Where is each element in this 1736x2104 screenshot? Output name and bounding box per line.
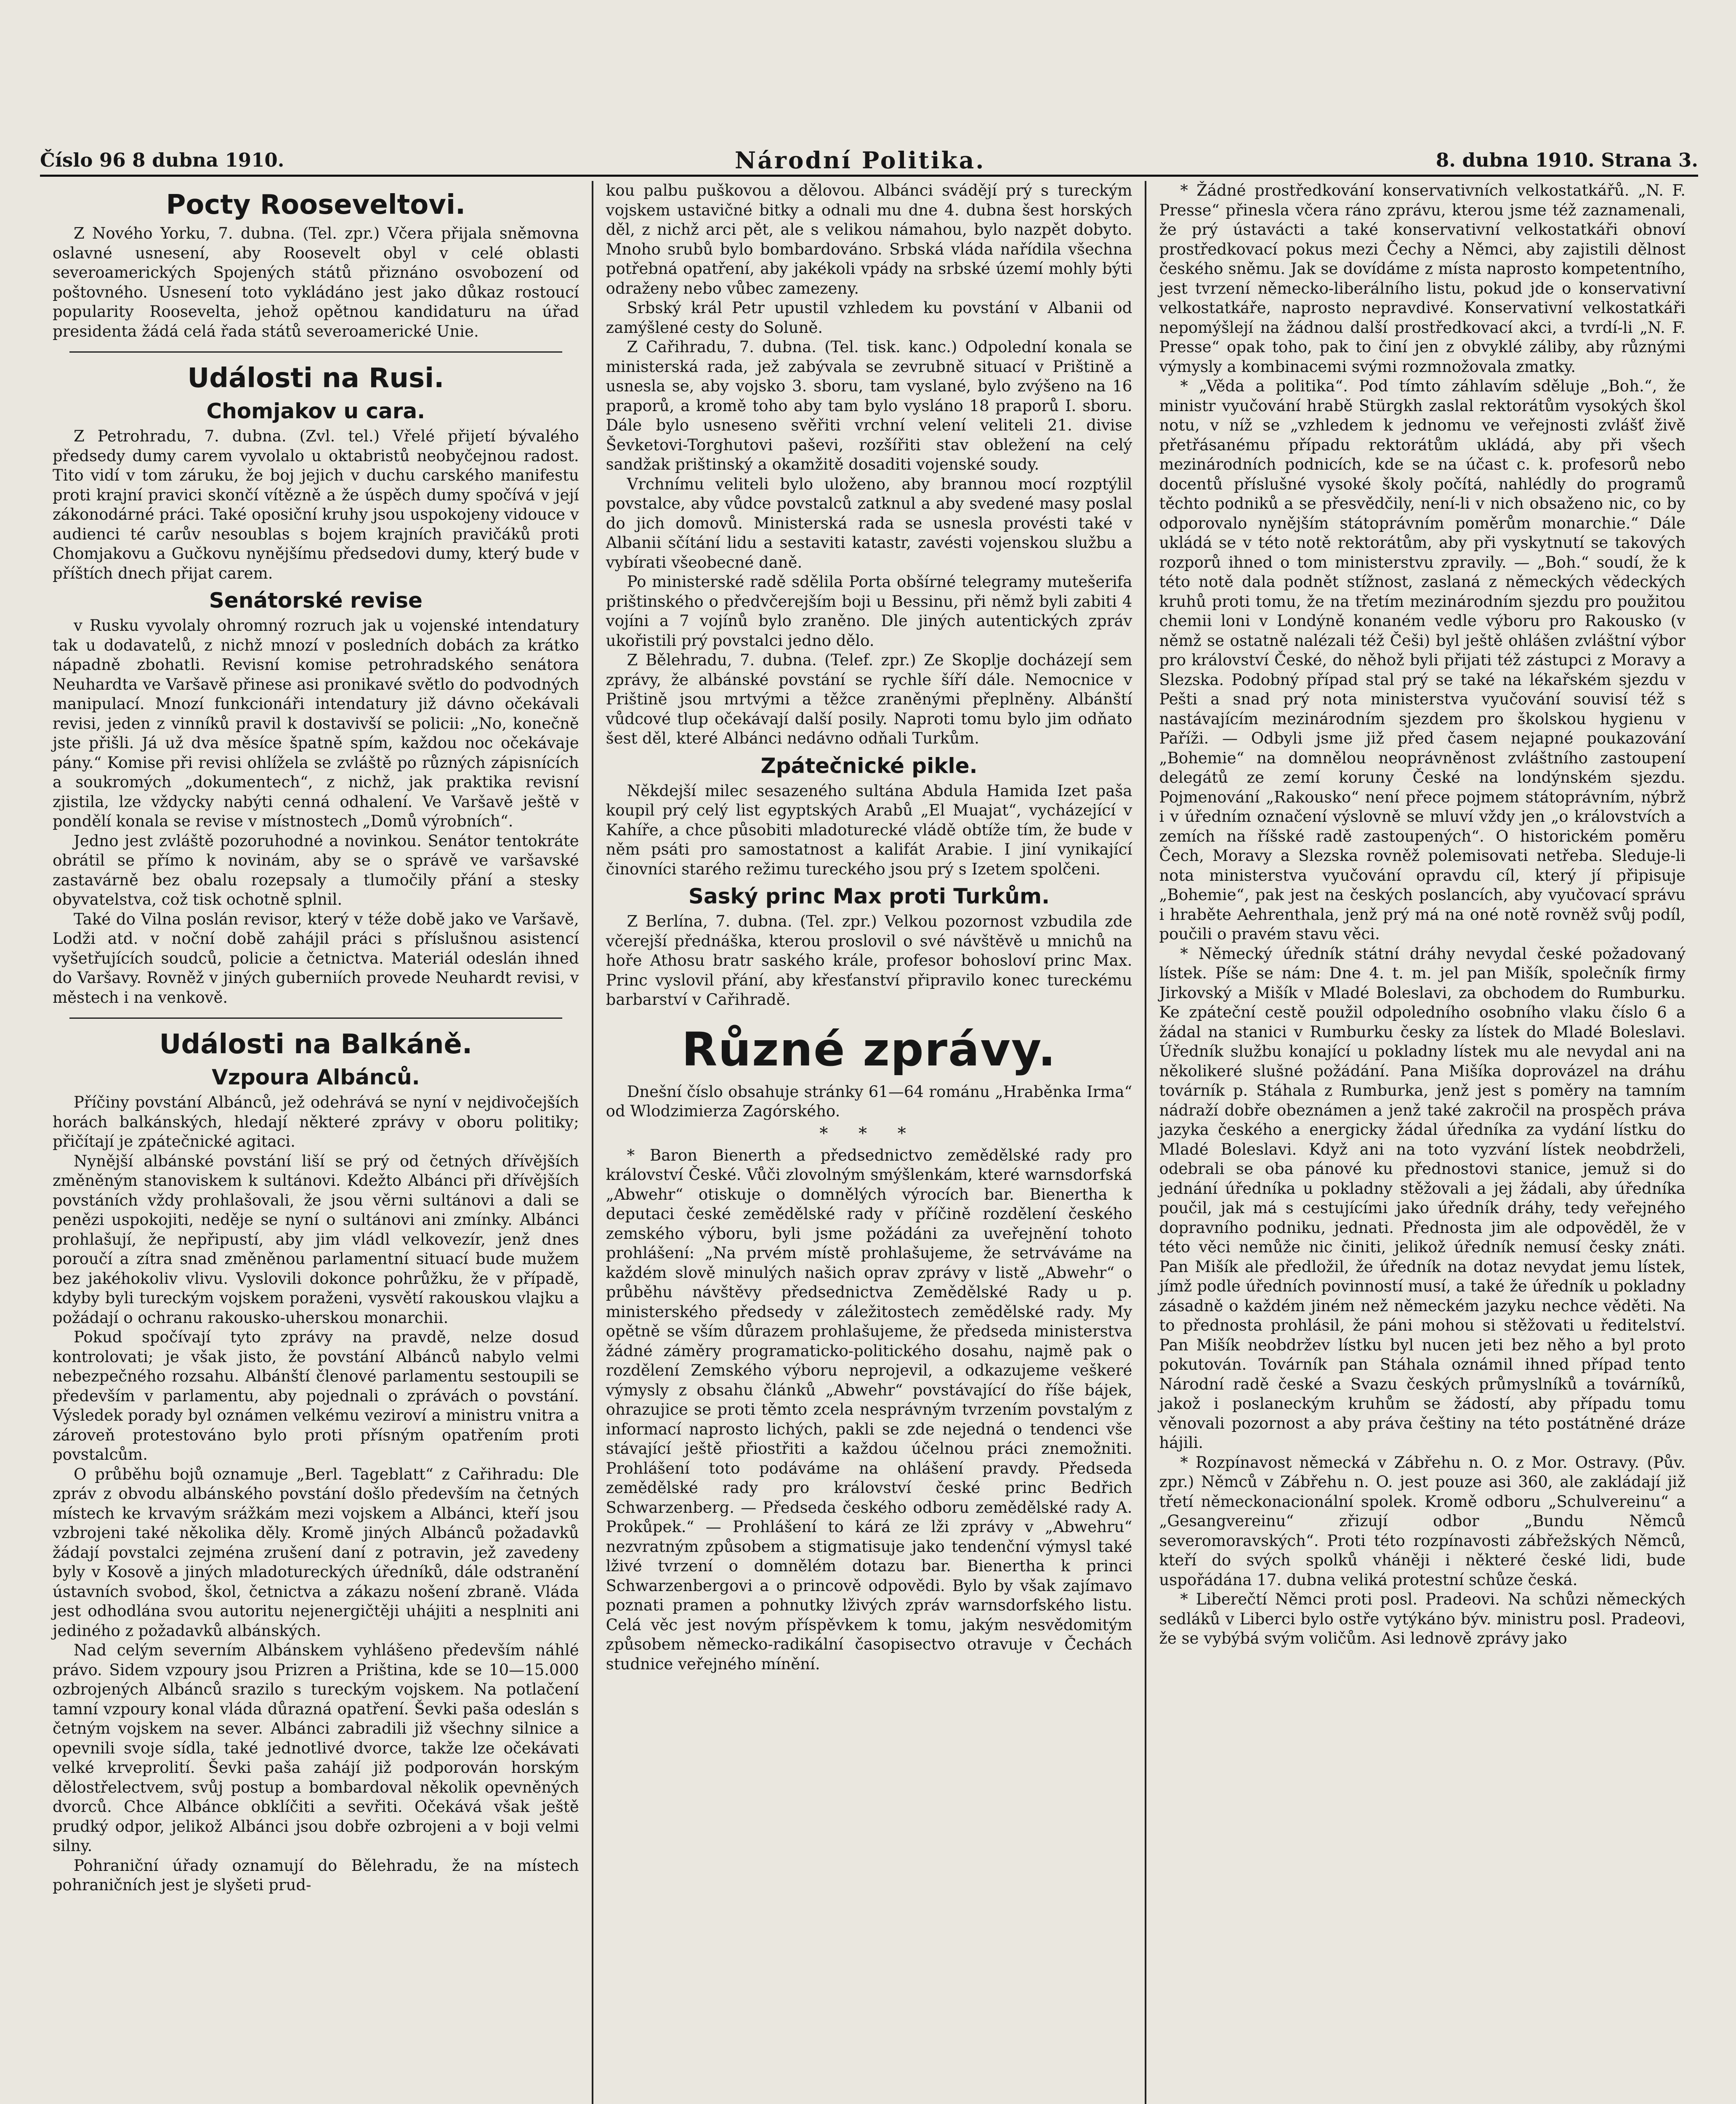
ruzne-intro: Dnešní číslo obsahuje stránky 61—64 románu „Hraběnka Irma“ od Wlodzimierza Zagórského. [606,1082,1133,1120]
subhead-albanci: Vzpoura Albánců. [212,1065,420,1089]
article-albanci-6: Pohraniční úřady oznamují do Bělehradu, že na místech pohraničních jest je slyšeti prud- [53,1856,579,1894]
article-albanci-cont-5: Po ministerské radě sdělila Porta obšírné telegramy mutešerifa prištinského o předvčerejším boji u Bessinu, při němž byli zabiti 4 vojíni a 7 vojínů bylo zraněno. Dle jiných autentických zpráv ukořistili prý povstalci jedno dělo. [606,573,1133,650]
column-2 [592,181,1145,2104]
article-uradnik: * Německý úředník státní dráhy nevydal české požadovaný lístek. Píše se nám: Dne 4. t. m. jel pan Mišík, společník firmy Jirkovský a Mišík v Mladé Boleslavi, za obchodem do Rumburku. Ke zpáteční cestě použil odpoledního osobního vlaku číslo 6 a žádal na stanici v Rumburku česky za lístek do Mladé Boleslavi. Úředník službu konající u pokladny lístek mu ale nevydal ani na několikeré slušné požádání. Pana Mišíka doprovázel na dráhu továrník p. Stáhala z Rumburka, jenž jest s poměry na tamním nádraží dobře obeznámen a jenž také zakročil na prospěch práva jazyka českého a energicky žádal úředníka za vydání lístku do Mladé Boleslavi. Když ani na toto vyzvání lístek neobdrželi, odebrali se oba pánové ku přednostovi stanice, jemuž si do jednání úředníka u pokladny stěžovali a jej žádali, aby úředníka poučil, jak má s cestujícími jako úředník dráhy, tedy veřejného dopravního podniku, jednati. Přednosta jim ale odpověděl, že v této věci nemůže nic činiti, jelikož úředník nemusí česky znáti. Pan Mišík ale předložil, že úředník na dotaz nevydat jemu lístek, jímž podle úředních povinností musí, a také že úředník u pokladny zásadně o každém jiném než německém jazyku nechce věděti. Na to přednosta prohlásil, že páni mohou si stěžovati u ředitelství. Pan Mišík neobdržev lístku byl nucen jeti bez něho a byl proto pokutován. Továrník pan Stáhala oznámil ihned případ tento Národní radě české a Svazu českých průmyslníků a továrníků, jakož i poslaneckým kruhům se žádostí, aby případu tomu věnovali pozornost a aby práva češtiny na této postátněné dráze hájili. [1159,944,1686,1452]
headline-rusi: Události na Rusi. [187,363,444,394]
headline-roosevelt: Pocty Rooseveltovi. [166,189,466,220]
masthead: Národní Politika. [734,146,986,174]
article-albanci-5: Nad celým severním Albánskem vyhlášeno především náhlé právo. Sidem vzpoury jsou Prizren a Priština, kde se 10—15.000 ozbrojených Albánců srazilo s tureckým vojskem. Na potlačení tamní vzpoury konal vláda důrazná opatření. Ševki paša odeslán s četným vojskem na sever. Albánci zabradili již všechny silnice a opevnili svoje sídla, také jednotlivé dvorce, takže lze očekávati velké krveprolití. Ševki paša zahájí již podporován horským dělostřelectvem, svůj postup a bombardoval několik opevněných dvorců. Chce Albánce obklíčiti a sevřiti. Očekává však ještě prudký odpor, jelikož Albánci jsou dobře ozbrojeni a v boji velmi silny. [53,1641,579,1855]
divider [69,1017,562,1019]
article-senatorske-2: Jedno jest zvláště pozoruhodné a novinkou. Senátor tentokráte obrátil se přímo k novinám, aby se o správě ve varšavské zastavárně bez obalu rozepsaly a tlumočily přání a stesky obyvatelstva, což tisk ochotně splnil. [53,832,579,909]
article-roosevelt: Z Nového Yorku, 7. dubna. (Tel. zpr.) Včera přijala sněmovna oslavné usnesení, aby Roosevelt obyl v celé oblasti severoamerických Spojených států přiznáno osvobození od poštovného. Usnesení toto vykládáno jest jako důkaz rostoucí popularity Roosevelta, jehož opětnou kandidaturu na úřad presidenta žádá celá řada států severoamerické Unie. [53,224,579,340]
article-veda: * „Věda a politika“. Pod tímto záhlavím sděluje „Boh.“, že ministr vyučování hrabě Stürgkh zaslal rektorátům vysokých škol notu, v níž se „vzhledem k jednomu ve veřejnosti zvlášť živě přetřásanému případu rektorátům ukládá, aby při všech mezinárodních podnicích, kde se na účast c. k. profesorů nebo docentů příslušné vysoké školy počítá, nahlédly do programů těchto podniků a se přesvědčily, není-li v nich obsaženo nic, co by odporovalo nynějším státoprávním poměrům monarchie.“ Dále ukládá se v této notě rektorátům, aby při vyskytnutí se takových rozporů ihned o tom ministerstvu zpravily. — „Boh.“ soudí, že k této notě dala podnět stížnost, zaslaná z německých vědeckých kruhů proti tomu, že na třetím mezinárodním sjezdu pro použitou chemii loni v Londýně konaném vedle výboru pro Rakousko (v němž se ostatně nalézali též Češi) byl ještě ohlášen zvláštní výbor pro království České, do něhož byli přijati též zástupci z Moravy a Slezska. Podobný případ stal prý se také na lékařském sjezdu v Pešti a snad prý nota ministerstva vyučování souvisí též s nastávajícím mezinárodním sjezdem pro školskou hygienu v Paříži. — Odbyli jsme již před časem nejapné poukazování „Bohemie“ na domnělou neoprávněnost zvláštního zastoupení delegátů ze zemí koruny České na londýnském sjezdu. Pojmenování „Rakousko“ není přece pojmem státoprávním, nýbrž i v úředním označení výslovně se mluví vždy jen „o královstvích a zemích na říšské radě zastoupených“. O historickém poměru Čech, Moravy a Slezska rovněž polemisovati netřeba. Sleduje-li nota ministerstva vyučování opravdu cíl, který jí připisuje „Bohemie“, pak jest na českých poslancích, aby vyučovací správu i hraběte Aehrenthala, jenž prý má na oné notě rovněž svůj podíl, poučili o pravém stavu věci. [1159,377,1686,943]
subhead-senatorske: Senátorské revise [209,588,423,613]
article-senatorske-3: Také do Vilna poslán revisor, který v téže době jako ve Varšavě, Lodži atd. v noční době zahájil práci s příslušnou asistencí vyšetřujících soudců, policie a četnictva. Materiál odeslán ihned do Varšavy. Rovněž v jiných guberniích provede Neuhardt revisi, v městech i na venkově. [53,910,579,1007]
article-albanci-cont-4: Vrchnímu veliteli bylo uloženo, aby brannou mocí rozptýlil povstalce, aby vůdce povstalců zatknul a aby svedené masy poslal do jich domovů. Ministerská rada se usnesla provésti také v Albanii sčítání lidu a sestaviti katastr, zavésti vojenskou službu a vybírati všeobecné daně. [606,475,1133,571]
headline-balkan: Události na Balkáně. [159,1029,473,1060]
article-albanci-cont-6: Z Bělehradu, 7. dubna. (Telef. zpr.) Ze Skoplje docházejí sem zprávy, že albánské povstání se rychle šíří dále. Nemocnice v Prištině jsou mrtvými a těžce zraněnými přeplněny. Albánští vůdcové tlup očekávají další posily. Naproti tomu bylo jim odňato šest děl, které Albánci nedávno odňali Turkům. [606,651,1133,747]
header-right: 8. dubna 1910. Strana 3. [1436,149,1698,171]
column-3 [1145,181,1698,2104]
article-chomjakov: Z Petrohradu, 7. dubna. (Zvl. tel.) Vřelé přijetí bývalého předsedy dumy carem vyvolalo u oktabristů neobyčejnou radost. Tito vidí v tom záruku, že boj jejich v duchu carského manifestu proti krajní pravici skončí vítězně a že úspěch dumy spočívá v její zákonodárné práci. Také oposiční kruhy jsou uspokojeny vidouce v audienci té carův nesoublas s bojem krajních pravičáků proti Chomjakovu a Gučkovu nynějšímu předsedovi dumy, který bude v příštích dnech přijat carem. [53,427,579,582]
article-bienerth: * Baron Bienerth a předsednictvo zemědělské rady pro království České. Vůči zlovolným smýšlenkám, které warnsdorfská „Abwehr“ otiskuje o domnělých výrocích bar. Bienertha k deputaci české zemědělské rady v příčině rozdělení českého zemského výboru, byli jsme požádáni za uveřejnění tohoto prohlášení: „Na prvém místě prohlašujeme, že setrváváme na každém slově minulých našich oprav zprávy v listě „Abwehr“ o průběhu návštěvy předsednictva Zemědělské Rady u p. ministerského předsedy v záležitostech zemědělské rady. My opětně se vším důrazem prohlašujeme, že předseda ministerstva žádné záměry programaticko-politického dosahu, najmě pak o rozdělení Zemského výboru neprojevil, a odkazujeme veškeré výmysly z obsahu článků „Abwehr“ povstávající do říše bájek, ohrazujice se proti těmto zcela nesprávným tvrzením povstalým z informací naprosto lichých, pakli se zde nejedná o tendenci vše stávající ještě přiostřiti a každou účelnou práci znemožniti. Prohlášení toto podáváme na ohlášení pravdy. Předseda zemědělské rady pro království české princ Bedřich Schwarzenberg. — Předseda českého odboru zemědělské rady A. Prokůpek.“ — Prohlášení to kárá ze lži zprávy v „Abwehru“ nezvratným způsobem a stigmatisuje jako tendenční výmysl také lživé tvrzení o domnělém dotazu bar. Bienertha k princi Schwarzenbergovi a o princově odpovědi. Bylo by však zajímavo poznati pramen a pohnutky lživých zpráv warnsdorfského listu. Celá věc jest novým příspěvkem k tomu, jakým nesvědomitým způsobem německo-radikální časopisectvo otravuje v Čechách studnice veřejného mínění. [606,1146,1133,1673]
article-konserv: * Žádné prostředkování konservativních velkostatkářů. „N. F. Presse“ přinesla včera ráno zprávu, kterou jsme též zaznamenali, že prý ústavácti a také konservativní velkostatkáři obnoví prostředkovací pokus mezi Čechy a Němci, aby zajistili dělnost českého sněmu. Jak se dovídáme z místa naprosto kompetentního, jest tvrzení německo-liberálního listu, pokud jde o konservativní velkostatkáře, naprosto nepravdivé. Konservativní velkostatkáři nepomýšlejí na žádnou další prostředkovací akci, a tvrdí-li „N. F. Presse“ opak toho, pak to činí jen z obvyklé záliby, aby různými výmysly a kombinacemi svými rozmnožovala zmatky. [1159,181,1686,376]
article-albanci-4: O průběhu bojů oznamuje „Berl. Tageblatt“ z Cařihradu: Dle zpráv z obvodu albánského povstání došlo především na četných místech ke krvavým srážkám mezi vojskem a Albánci, kteří jsou vzbrojeni také několika děly. Kromě jiných Albánců požadavků žádají povstalci zejména zrušení daní z potravin, jež zavedeny byly v Kosově a jiných mladotureckých úředníků, dále odstranění ústavních svobod, škol, četnictva a zákazu nošení zbraně. Vláda jest odhodlána svou autoritu nejenergičtěji uhájiti a nesplniti ani jediného z požadavků albánských. [53,1465,579,1640]
headline-ruzne: Různé zprávy. [681,1022,1057,1076]
article-pradeovi: * Liberečtí Němci proti posl. Pradeovi. Na schůzi německých sedláků v Liberci bylo ostře vytýkáno býv. ministru posl. Pradeovi, že se vybýbá svým voličům. Asi lednově zprávy jako [1159,1590,1686,1647]
divider [69,351,562,353]
header-left: Číslo 96 8 dubna 1910. [40,149,284,171]
article-max: Z Berlína, 7. dubna. (Tel. zpr.) Velkou pozornost vzbudila zde včerejší přednáška, kterou proslovil o své návštěvě u mnichů na hoře Athosu bratr saského krále, profesor bohosloví princ Max. Princ vyslovil přání, aby křesťanství připravilo konec tureckému barbarství v Cařihradě. [606,912,1133,1009]
article-albanci-2: Nynější albánské povstání liší se prý od četných dřívějších změněným stanoviskem k sultánovi. Kdežto Albánci při dřívějších povstáních vždy prohlašovali, že jsou věrni sultánovi a dali se penězi uspokojiti, nedějе se nyní o sultánovi ani zmínky. Albánci prohlašují, že nepřipustí, aby jim vládl velkovezír, jenž dnes poroučí a zítra snad změněnou parlamentní situací bude mužem bez jakéhokoliv vlivu. Vyslovili dokonce pohrůžku, že v případě, kdyby byli tureckým vojskem poraženi, vysvětí rakouskou vlajku a požádají o ochranu rakousko-uherskou monarchii. [53,1152,579,1327]
article-senatorske-1: v Rusku vyvolaly ohromný rozruch jak u vojenské intendatury tak u dodavatelů, z nichž mnozí v posledních dobách za krátko nápadně zbohatli. Revisní komise petrohradského senátora Neuhardta ve Varšavě přinese asi pronikavé světlo do podvodných manipulací. Mnozí funkcionáři intendatury již dávno očekávali revisi, jeden z vinníků pravil k dostavivší se policii: „No, konečně jste přišli. Já už dva měsíce špatně spím, každou noc očekávaje pány.“ Komise při revisi ohlížela se zvláště po různých zápisnících a soukromých „dokumentech“, z nichž, jak praktika revisní zjistila, lze vždycky nabýti cenná odhalení. Ve Varšavě ještě v pondělí konala se revise v místnostech „Domů výrobních“. [53,616,579,830]
article-albanci-cont-2: Srbský král Petr upustil vzhledem ku povstání v Albanii od zamýšlené cesty do Soluně. [606,299,1133,337]
page-header [40,145,1698,177]
column-1 [40,181,592,2104]
subhead-chomjakov: Chomjakov u cara. [206,399,425,423]
article-albanci-cont-1: kou palbu puškovou a dělovou. Albánci svádějí prý s tureckým vojskem ustavičné bitky a odnali mu dne 4. dubna šest horských děl, z nichž arci pět, ale s velikou námahou, bylo nazpět dobyto. Mnoho srubů bylo bombardováno. Srbská vláda nařídila všechna potřebná opatření, aby jakékoli vpády na srbské území mohly býti odraženy nebo vůbec zamezeny. [606,181,1133,298]
article-albanci-3: Pokud spočívají tyto zprávy na pravdě, nelze dosud kontrolovati; je však jisto, že povstání Albánců nabylo velmi nebezpečného rozsahu. Albánští členové parlamentu sestoupili se především v parlamentu, aby pojednali o zprávách o povstání. Výsledek porady byl oznámen velkému veziroví a ministru vnitra a zároveň protestováno bylo proti přísným opatřením proti povstalcům. [53,1328,579,1464]
article-albanci-cont-3: Z Cařihradu, 7. dubna. (Tel. tisk. kanc.) Odpolední konala se ministerská rada, jež zabývala se zevrubně situací v Prištině a usnesla se, aby vojsko 3. sboru, tam vyslané, bylo zvýšeno na 16 praporů, a kromě toho aby tam bylo vysláno 18 praporů I. sboru. Dále bylo usneseno svěřiti vrchní velení veliteli 21. divise Ševketovi-Torghutovi paševi, rozšířiti stav obležení na celý sandžak prištinský a okamžitě dosaditi vojenské soudy. [606,338,1133,473]
article-zabreh: * Rozpínavost německá v Zábřehu n. O. z Mor. Ostravy. (Pův. zpr.) Němců v Zábřehu n. O. jest pouze asi 360, ale zakládají již třetí německonacionální spolek. Kromě odboru „Schulvereinu“ a „Gesangvereinu“ zřizují odbor „Bundu Němců severomoravských“. Proti této rozpínavosti zábřežských Němců, kteří do svých spolků vháněji i některé české lidi, bude uspořádána 17. dubna veliká protestní schůze česká. [1159,1453,1686,1589]
section-stars: * * * [819,1124,919,1143]
article-albanci-1: Příčiny povstání Albánců, jež odehrává se nyní v nejdivočejších horách balkánských, hledají některé zprávy v oboru politiky; přičítají je zpátečnické agitaci. [53,1093,579,1150]
article-pikle: Někdejší milec sesazeného sultána Abdula Hamida Izet paša koupil prý celý list egyptských Arabů „El Muajat“, vycházející v Kahíře, a chce působiti mladoturecké vládě obtíže tím, že bude v něm psáti pro samostatnost a kalifát Arabie. I jiní vynikající činovníci starého režimu tureckého jsou prý s Izetem spolčeni. [606,781,1133,878]
article-columns [40,181,1698,2104]
subhead-pikle: Zpátečnické pikle. [760,753,978,778]
subhead-max: Saský princ Max proti Turkům. [688,884,1050,909]
